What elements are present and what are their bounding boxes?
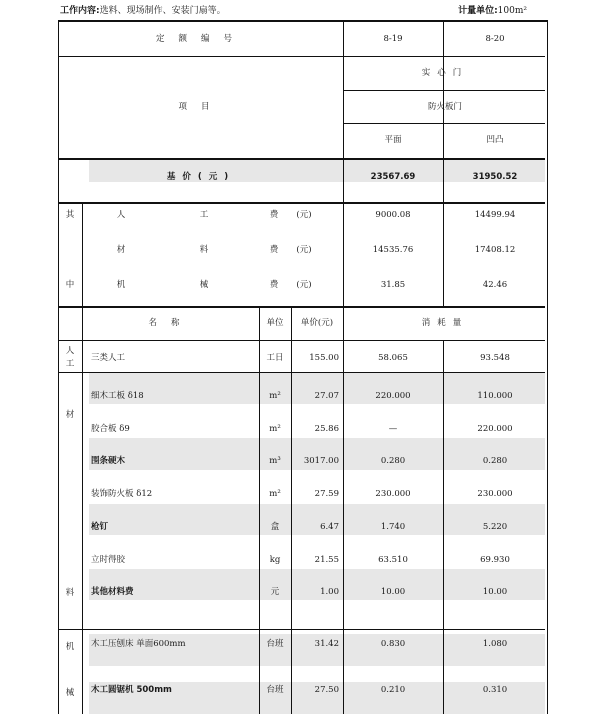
col-consumption: 消耗量 <box>421 318 469 328</box>
row-unit: 台班 <box>266 685 284 695</box>
row-q2: 69.930 <box>480 555 510 565</box>
base-price-label: 基价(元) <box>166 172 236 182</box>
row-q1: 0.830 <box>380 639 406 649</box>
row-q2: 110.000 <box>477 391 513 401</box>
row-q2: 0.310 <box>482 685 508 695</box>
row-q2: 93.548 <box>480 353 510 363</box>
of-which-top: 其 <box>65 210 75 220</box>
base-price-1: 23567.69 <box>370 172 416 182</box>
row-unit: m² <box>269 391 281 401</box>
category-label: 实心门 <box>421 68 469 78</box>
group-material-1: 材 <box>65 410 75 420</box>
row-name: 枪钉 <box>91 522 109 532</box>
row-price: 21.55 <box>314 555 339 565</box>
row-unit: m² <box>269 489 281 499</box>
row-name: 装饰防火板 δ12 <box>91 489 153 499</box>
of-which-bottom: 中 <box>65 280 75 290</box>
col-name: 名称 <box>148 318 194 328</box>
group-labor-1: 人 <box>65 346 75 356</box>
quota-no-2: 8-20 <box>485 34 505 44</box>
base-price-2: 31950.52 <box>472 172 518 182</box>
row-name: 其他材料费 <box>91 587 134 597</box>
row-unit: 盒 <box>270 522 280 532</box>
row-price: 27.59 <box>314 489 339 499</box>
row-name: 围条硬木 <box>91 456 126 466</box>
group-labor-2: 工 <box>65 359 75 369</box>
row-name: 细木工板 δ18 <box>91 391 144 401</box>
row-q1: 220.000 <box>375 391 411 401</box>
quota-no-label: 定额编号 <box>155 34 247 44</box>
row-price: 6.47 <box>320 522 339 532</box>
row-price: 1.00 <box>320 587 339 597</box>
row-name: 立时得胶 <box>91 555 126 565</box>
row-price: 25.86 <box>314 424 339 434</box>
group-machine-1: 机 <box>65 642 75 652</box>
row-q1: — <box>388 424 398 434</box>
col-price: 单价(元) <box>300 318 334 328</box>
row-unit: 台班 <box>266 639 284 649</box>
row-unit: 元 <box>270 587 280 597</box>
row-q1: 1.740 <box>380 522 406 532</box>
quota-table: 定额编号 8-19 8-20 项目 实心门 防火板门 平面 凹凸 基价(元) 23567.69 31950.52 其 中 人 工 费 (元) 9000.08 14499.94 材 料 费 (元) 14535.76 17408.12 机 械 费 (元) 31.85 42.46 名称 单位 单价(元) 消耗量 人 工 材 料 机 械 三类人工 工日 155.00 58.065 93.548 细木工板 δ18 m² 27.07 220.000 110.000 胶合板 δ9 m² 25.86 — 220.000 围条硬木 m³ 3017.00 0.280 0.280 装饰防火板 δ12 m² 27.59 230.000 230.000 枪钉 盒 6.47 1.740 5.220 立时得胶 kg 21.55 63.510 69.930 其他材料费 元 1.00 10.00 10.00 木工压刨床 单面600mm 台班 31.42 0.830 1.080 木工圆锯机 500mm 台班 27.50 0.210 0.310 <box>58 20 548 714</box>
row-price: 155.00 <box>309 353 339 363</box>
work-content: 工作内容:选料、现场制作、安装门扇等。 <box>60 6 226 16</box>
group-machine-2: 械 <box>65 688 75 698</box>
row-q2: 1.080 <box>482 639 508 649</box>
row-q1: 0.210 <box>380 685 406 695</box>
row-q1: 0.280 <box>380 456 406 466</box>
row-q2: 10.00 <box>482 587 508 597</box>
row-name: 木工压刨床 单面600mm <box>91 639 186 649</box>
row-price: 27.50 <box>314 685 339 695</box>
subcategory-label: 防火板门 <box>427 102 463 112</box>
row-q2: 230.000 <box>477 489 513 499</box>
row-unit: m² <box>269 424 281 434</box>
row-price: 31.42 <box>314 639 339 649</box>
variant-flat: 平面 <box>384 135 402 145</box>
row-q1: 63.510 <box>378 555 408 565</box>
row-q2: 0.280 <box>482 456 508 466</box>
group-material-2: 料 <box>65 588 75 598</box>
row-unit: 工日 <box>266 353 284 363</box>
col-unit: 单位 <box>266 318 284 328</box>
row-price: 27.07 <box>314 391 339 401</box>
row-name: 木工圆锯机 500mm <box>91 685 172 695</box>
quota-no-1: 8-19 <box>383 34 403 44</box>
measure-unit: 计量单位:100m² <box>458 6 527 16</box>
row-name: 胶合板 δ9 <box>91 424 130 434</box>
row-q1: 230.000 <box>375 489 411 499</box>
row-name: 三类人工 <box>91 353 126 363</box>
row-unit: kg <box>269 555 281 565</box>
row-q1: 58.065 <box>378 353 408 363</box>
variant-raised: 凹凸 <box>486 135 504 145</box>
row-q2: 220.000 <box>477 424 513 434</box>
row-q2: 5.220 <box>482 522 508 532</box>
row-unit: m³ <box>269 456 281 466</box>
item-label: 项目 <box>178 102 224 112</box>
row-q1: 10.00 <box>380 587 406 597</box>
row-price: 3017.00 <box>303 456 339 466</box>
